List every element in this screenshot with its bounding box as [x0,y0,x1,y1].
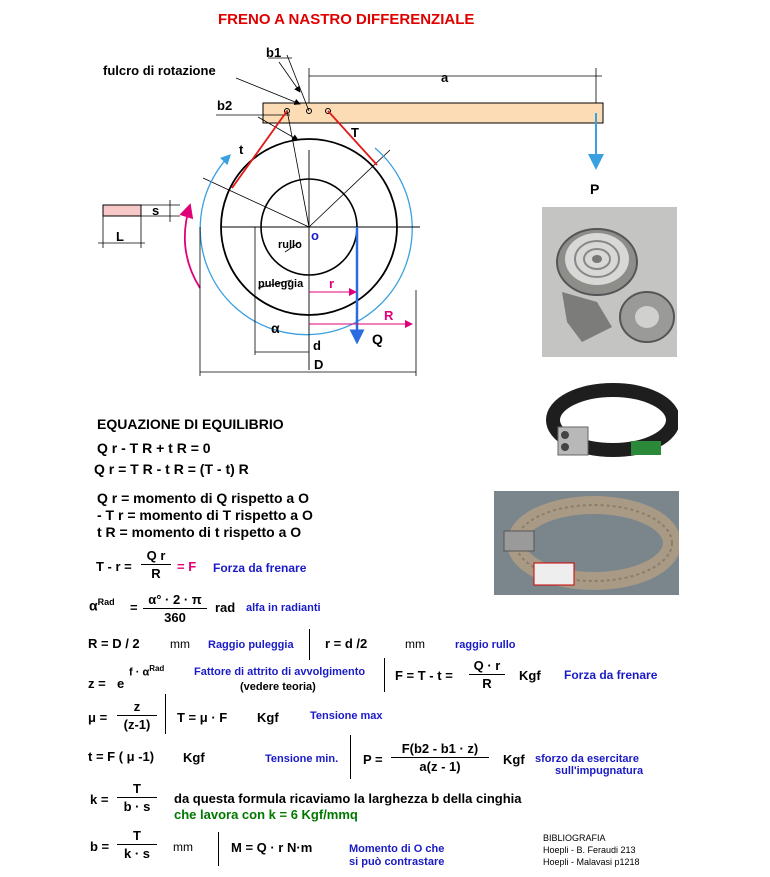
b-fraction [117,828,157,861]
alpha-fraction [143,592,207,625]
k-text: da questa formula ricaviamo la larghezza b della cinghia [174,791,522,806]
label-a: a [441,70,449,85]
b-lhs: b = [90,839,110,854]
label-T: T [351,125,359,140]
r-unit: mm [405,637,425,651]
alpha-den: 360 [164,610,186,625]
M-note2: si può contrastare [349,856,445,868]
b-den: k · s [123,846,150,861]
page-title: FRENO A NASTRO DIFFERENZIALE [218,11,475,28]
label-O: o [311,228,319,243]
R-equation: R = D / 2 [88,636,140,651]
R-unit: mm [170,637,190,651]
Tmax-equation: T = μ · F [177,710,228,725]
band-section [103,205,141,216]
b-num: T [117,828,157,845]
z-rhs: e [117,676,125,691]
mu-fraction [117,699,157,732]
M-equation: M = Q · r N·m [231,840,313,855]
R-note: Raggio puleggia [208,639,294,651]
alpha-lhs: $\alpha^{Rad}$ [89,597,115,614]
mu-lhs: μ = [88,710,108,725]
z-note2: (vedere teoria) [240,681,316,693]
moment-t: t R = momento di t rispetto a O [97,524,302,540]
r-note: raggio rullo [455,639,516,651]
P-unit: Kgf [503,752,525,767]
f1-fraction [141,548,171,581]
label-b1: b1 [266,45,282,60]
z-lhs: z = [88,676,106,691]
F-den: R [482,676,492,691]
F-num: Q · r [469,658,505,675]
F-fraction [469,658,505,691]
mu-den: (z-1) [123,717,151,732]
tmin-unit: Kgf [183,750,205,765]
P-lhs: P = [363,752,383,767]
r-equation: r = d /2 [325,636,368,651]
Tmax-note: Tensione max [310,710,383,722]
M-note1: Momento di O che [349,843,445,855]
label-t: t [239,142,244,157]
label-L: L [116,229,124,244]
bibliography-heading: BIBLIOGRAFIA [543,833,606,843]
tmin-note: Tensione min. [265,753,339,765]
P-note1: sforzo da esercitare [535,753,639,765]
alpha-note: alfa in radianti [246,602,321,614]
label-alpha: α [271,320,280,336]
k-text2: che lavora con k = 6 Kgf/mmq [174,807,358,822]
label-b2: b2 [217,98,233,113]
lever-bar [263,103,603,123]
brake-band-photo [523,375,678,475]
f1-lhs: T - r = [96,559,132,574]
moment-T: - T r = momento di T rispetto a O [97,507,313,523]
label-P: P [590,181,600,197]
z-exponent: $f \cdot \alpha^{Rad}$ [129,664,165,679]
label-R: R [384,308,394,323]
bibliography-line-1: Hoepli - B. Feraudi 213 [543,845,636,855]
P-note2: sull'impugnatura [555,765,644,777]
k-den: b · s [123,799,151,814]
Tmax-unit: Kgf [257,710,279,725]
mu-num: z [117,699,157,716]
alpha-num: α° · 2 · π [143,592,207,609]
label-D: D [314,357,324,372]
alpha-eq: = [130,600,138,615]
label-Q: Q [372,331,383,347]
f1-num: Q r [141,548,171,565]
z-note: Fattore di attrito di avvolgimento [194,666,366,678]
f1-den: R [151,566,161,581]
b-unit: mm [173,840,193,854]
lined-band-photo [494,491,679,595]
P-den: a(z - 1) [419,759,461,774]
moment-Q: Q r = momento di Q rispetto a O [97,490,309,506]
P-fraction [391,741,489,774]
label-puleggia: puleggia [258,278,304,290]
label-r: r [329,276,335,291]
label-fulcro: fulcro di rotazione [103,63,216,78]
F-unit: Kgf [519,668,541,683]
tmin-equation: t = F ( μ -1) [88,749,155,764]
f1-note: Forza da frenare [213,561,307,575]
label-rullo: rullo [278,239,302,251]
equation-1: Q r - T R + t R = 0 [97,440,211,456]
F-note: Forza da frenare [564,668,658,682]
equilibrium-heading: EQUAZIONE DI EQUILIBRIO [97,416,284,432]
F-lhs: F = T - t = [395,668,453,683]
equation-2: Q r = T R - t R = (T - t) R [94,461,249,477]
P-num: F(b2 - b1 · z) [391,741,489,758]
k-lhs: k = [90,792,109,807]
k-num: T [117,781,157,798]
label-s: s [152,203,160,218]
k-fraction [117,781,157,814]
f1-eq: = F [177,559,197,574]
rotation-arrow [185,205,200,288]
alpha-unit: rad [215,600,236,615]
brake-assembly-photo [542,207,677,357]
bibliography-line-2: Hoepli - Malavasi p1218 [543,857,640,867]
label-d: d [313,338,321,353]
